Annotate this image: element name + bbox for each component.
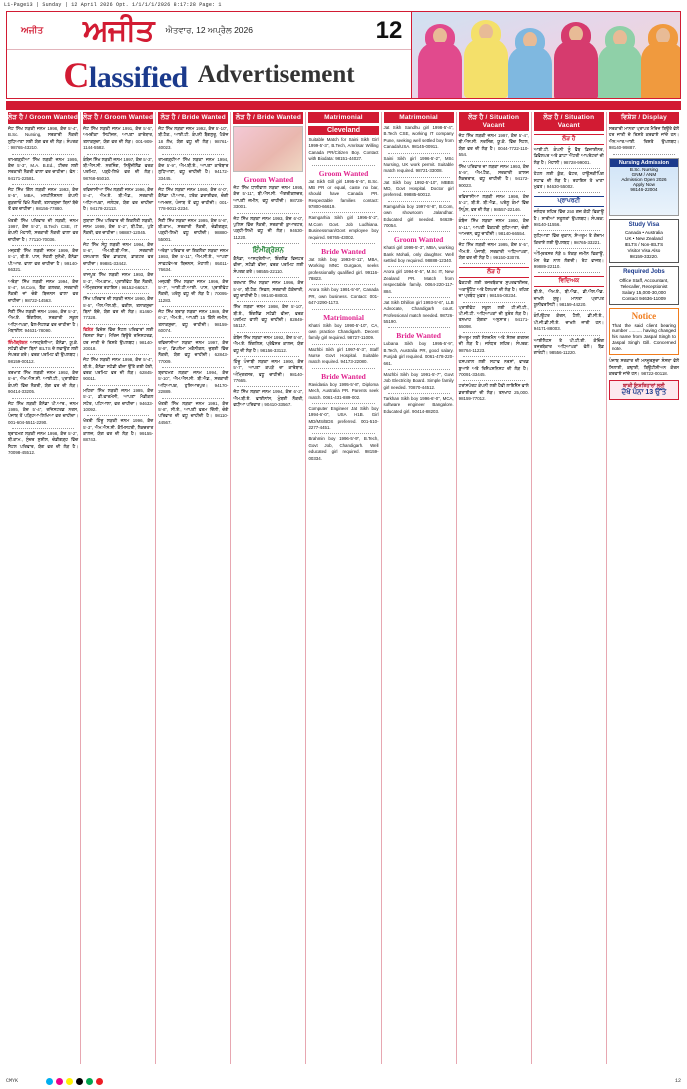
classified-ad: ਜੱਟ ਸਿੱਖ ਲੜਕੀ ਜਨਮ 1995, ਕੱਦ 5'-5", ਐਮ.ਏ. ਪੰਜਾਬੀ, ਸਰਕਾਰੀ ਅਧਿਆਪਕਾ, ਯੋਗ ਵਰ ਦੀ ਲੋੜ ਹੈ। 99150-33078. (458, 242, 529, 260)
classified-ad: ਜੱਟ ਸਿੱਖ ਲੜਕਾ ਜਨਮ 1990, ਕੱਦ 6'-0", ਕੈਨੇਡਾ ਪੀ.ਆਰ., ਟਰੱਕ ਡਰਾਈਵਰ, ਚੰਗੀ ਆਮਦਨ, ਪੰਜਾਬ ਤੋਂ ਵਧੂ ਚਾਹੀਦੀ। 001-778-9011-2234. (158, 187, 229, 212)
masthead-title-row (7, 12, 411, 50)
classified-ad: ਜੱਟ ਸਿੱਖ ਲੜਕੀ ਜਨਮ 1997, ਕੱਦ 5'-4", ਬੀ.ਐਸ.ਸੀ. ਨਰਸਿੰਗ, ਯੂ.ਕੇ. ਵਿੱਚ ਸੈਟਲ, ਯੋਗ ਵਰ ਦੀ ਲੋੜ ਹੈ। 0044-7722-110-554. (458, 133, 529, 158)
ad-separator (463, 191, 525, 192)
ad-separator (12, 245, 74, 246)
classified-ad: ਪ੍ਰਾਈਵੇਟ ਸਕੂਲ ਲਈ ਟੀ.ਜੀ.ਟੀ., ਪੀ.ਜੀ.ਟੀ. ਅਧਿਆਪਕਾਂ ਦੀ ਤੁਰੰਤ ਲੋੜ ਹੈ। ਤਨਖਾਹ ਯੋਗਤਾ ਅਨੁਸਾਰ। 94171-55098. (458, 304, 529, 329)
classified-ad: ਜੱਟ ਸਿੱਖ ਲੜਕੀ ਜਨਮ 1991, ਕੱਦ 5'-5", ਅਮਰੀਕਾ ਸਿਟੀਜ਼ਨ, ਆਪਣਾ ਕਾਰੋਬਾਰ, ਤਲਾਕਸ਼ੁਦਾ, ਯੋਗ ਵਰ ਦੀ ਲੋੜ। 001-909-1144-5582. (83, 126, 154, 151)
classified-ad: Ramgarhia boy 1997-5'-8", B.Com, own showroom Jalandhar. Educated girl needed. 94639-70054. (383, 203, 454, 228)
display-ad-line: Canada • Australia (624, 230, 663, 236)
ad-separator (162, 215, 224, 216)
ad-subheading: ਲੋੜ ਹੈ (534, 134, 604, 145)
ad-separator (12, 367, 74, 368)
column-header: ਲੋੜ ਹੈ / Situation Vacant (534, 112, 604, 131)
ad-separator (388, 266, 450, 267)
ad-separator (237, 332, 299, 333)
ad-separator (12, 154, 74, 155)
ad-separator (312, 309, 374, 310)
continuation-page: ਦੇਖੋ ਪੰਨਾ 13 ਉੱਤੇ (621, 389, 667, 397)
ad-box-heading: Cleveland (308, 126, 378, 135)
classified-ad (8, 340, 78, 366)
classified-column-6 (382, 112, 457, 1064)
ad-separator (463, 239, 525, 240)
masthead-photo (412, 12, 680, 98)
ad-separator (463, 332, 525, 333)
ad-separator (538, 168, 600, 169)
color-swatch (86, 1078, 93, 1085)
ad-separator (613, 154, 675, 155)
ad-separator (87, 324, 149, 325)
classified-ad: ਖੱਤਰੀ ਹਿੰਦੂ ਲੜਕੀ ਜਨਮ 1996, ਕੱਦ 5'-3", ਐਮ.ਐਸ.ਸੀ. ਕੈਮਿਸਟਰੀ, ਲੈਕਚਰਾਰ ਕਾਲਜ, ਯੋਗ ਵਰ ਦੀ ਲੋੜ ਹੈ। 99155-88743. (83, 418, 154, 443)
ad-separator (312, 212, 374, 213)
classified-ad: ਕੰਬੋਜ ਸਿੱਖ ਲੜਕੀ ਜਨਮ 1997, ਕੱਦ 5'-3", ਬੀ.ਐਸ.ਸੀ. ਨਰਸਿੰਗ, ਨਿਊਜ਼ੀਲੈਂਡ ਵਰਕ ਪਰਮਿਟ, ਪੜ੍ਹੇ-ਲਿਖੇ ਵਰ ਦੀ ਲੋੜ। 98768-55010. (83, 156, 154, 181)
display-ad-jobs[interactable] (609, 266, 679, 305)
display-ad-line: Office Staff, Accountant, (619, 277, 669, 283)
ad-separator (237, 356, 299, 357)
ad-separator (388, 369, 450, 370)
classified-ad: ਸਿੱਖ ਲੜਕਾ ਜਨਮ 1998, ਕੱਦ 5'-10", ਬੀ.ਏ., ਇੰਗਲੈਂਡ ਸਟੱਡੀ ਵੀਜ਼ਾ, ਵਰਕ ਪਰਮਿਟ ਵਾਲੀ ਵਧੂ ਚਾਹੀਦੀ। 82849-55117. (233, 304, 304, 329)
classified-column-1 (6, 112, 81, 1064)
ad-category-heading: Bride Wanted (396, 331, 441, 341)
classified-column-9 (607, 112, 681, 1064)
classified-ad: ਸਿੱਖ ਪਰਿਵਾਰ ਦੀ ਲੜਕੀ ਜਨਮ 1990, ਕੱਦ 5'-5", ਐਲ.ਐਲ.ਬੀ., ਵਕੀਲ, ਤਲਾਕਸ਼ੁਦਾ ਬਿਨਾਂ ਬੱਚੇ, ਯੋਗ ਵਰ ਦੀ ਲੋੜ। 81460-77328. (83, 296, 154, 321)
classified-ad: Brahmin boy 1996-5'-9", B.Tech, Govt Job, Chandigarh. Well educated girl required. 98159-00334. (308, 436, 379, 461)
classified-ad: ਰਵਿਦਾਸੀਆ ਲੜਕਾ ਜਨਮ 1997, ਕੱਦ 5'-9", ਡਿਪਲੋਮਾ ਮਕੈਨੀਕਲ, ਦੁਬਈ ਵਿੱਚ ਨੌਕਰੀ, ਯੋਗ ਵਧੂ ਚਾਹੀਦੀ। 62843-77009. (158, 339, 229, 364)
ad-separator (312, 403, 374, 404)
ad-separator (162, 306, 224, 307)
classified-ad: ਤਰਖਾਣ ਸਿੱਖ ਲੜਕੀ ਜਨਮ 1992, ਕੱਦ 5'-6", ਐਮ.ਐਸ.ਸੀ. ਆਈ.ਟੀ., ਪ੍ਰਾਈਵੇਟ ਕੰਪਨੀ ਵਿੱਚ ਨੌਕਰੀ, ਯੋਗ ਵਰ ਦੀ ਲੋੜ। 90414-33205. (8, 370, 79, 395)
classified-ad: Suitable Match for Saini Sikh Girl 1999-5'-3", B.Tech, Amritsar Willing Canada PR/Citizen Boy. Contact with Biodata: 98151-44027. (308, 137, 379, 162)
ad-separator (388, 327, 450, 328)
classified-ad: ਰਵਿਦਾਸੀਆ ਸਿੱਖ ਲੜਕੀ ਜਨਮ 1996, ਕੱਦ 5'-4", ਐਮ.ਏ. ਬੀ.ਐਡ., ਸਰਕਾਰੀ ਅਧਿਆਪਕਾ, ਜਲੰਧਰ, ਯੋਗ ਵਰ ਚਾਹੀਦਾ ਹੈ। 94178-22113. (83, 187, 154, 212)
figure-2 (464, 24, 508, 98)
ad-category-heading: Groom Wanted (318, 168, 369, 178)
display-ad-line: 98146-22004 (630, 186, 658, 192)
ad-separator (312, 284, 374, 285)
classified-ad: Ramgarhia Sikh girl 1996-5'-2", M.Com Govt. Job Ludhiana. Businessman/Govt employee boy required. 98765-43002. (308, 215, 379, 240)
column-header: Matrimonial (308, 112, 378, 123)
classified-ad: ਜਲੰਧਰ ਸ਼ਹਿਰ ਵਿੱਚ 250 ਗਜ਼ ਕੋਠੀ ਵਿਕਾਊ ਹੈ। ਸਾਰੀਆਂ ਸਹੂਲਤਾਂ ਉਪਲਬਧ। ਸੰਪਰਕ: 98140-11556. (533, 209, 604, 227)
classified-ad: ਹਿੰਦੂ ਪੰਜਾਬੀ ਲੜਕਾ ਜਨਮ 1990, ਕੱਦ 5'-7", ਆਪਣਾ ਕਪੜੇ ਦਾ ਕਾਰੋਬਾਰ, ਅੰਮ੍ਰਿਤਸਰ, ਵਧੂ ਚਾਹੀਦੀ। 98140-77665. (233, 358, 304, 383)
classified-ad: ਜੱਟ ਸਿੱਖ ਲੜਕਾ ਜਨਮ 1992, ਕੱਦ 5'-10", ਬੀ.ਟੈਕ., ਆਈ.ਟੀ. ਕੰਪਨੀ ਬੈਂਗਲੁਰੂ, ਪੈਕੇਜ 18 ਲੱਖ, ਯੋਗ ਵਧੂ ਦੀ ਲੋੜ। 98761-40023. (158, 126, 229, 151)
ad-separator (463, 356, 525, 357)
footer-bar (0, 1073, 687, 1089)
ad-separator (538, 310, 600, 311)
classified-ad: ਜੱਟ ਸਿੱਖ ਲੜਕਾ ਜਨਮ 1993, ਕੱਦ 6'-0", ਪੁਲਿਸ ਵਿੱਚ ਨੌਕਰੀ, ਸਰਕਾਰੀ ਕੁਆਰਟਰ, ਪੜ੍ਹੀ-ਲਿਖੀ ਵਧੂ ਦੀ ਲੋੜ। 94630-11220. (233, 215, 304, 240)
ad-separator (312, 433, 374, 434)
print-header: L1-Page13 | Sunday | 12 April 2026 Opt. 1/1/1/1/2026 8:17:28 Page: 1 (4, 2, 222, 8)
ad-separator (312, 243, 374, 244)
classified-ad: ਮਹਿਰਾ ਸਿੱਖ ਲੜਕੀ ਜਨਮ 1995, ਕੱਦ 5'-1", ਡੀ.ਫਾਰਮੇਸੀ, ਆਪਣਾ ਮੈਡੀਕਲ ਸਟੋਰ, ਪਟਿਆਲਾ, ਵਰ ਚਾਹੀਦਾ। 94633-10092. (83, 387, 154, 412)
figure-1 (418, 28, 462, 98)
classified-ad: ਕੈਨੇਡਾ, ਆਸਟ੍ਰੇਲੀਆ, ਇੰਗਲੈਂਡ ਵਿਜ਼ਟਰ ਵੀਜ਼ਾ, ਸਟੱਡੀ ਵੀਜ਼ਾ, ਵਰਕ ਪਰਮਿਟ ਲਈ ਸੰਪਰਕ ਕਰੋ। 98555-22110. (233, 256, 304, 274)
photo-group-women (412, 22, 680, 98)
ad-separator (538, 192, 600, 193)
classified-ad: ਸ਼ੋਅਰੂਮ ਲਈ ਸੇਲਜ਼ਮੈਨ ਅਤੇ ਸੇਲਜ਼ ਗਰਲਜ਼ ਦੀ ਲੋੜ ਹੈ। ਜਲੰਧਰ ਸ਼ਹਿਰ। ਸੰਪਰਕ: 98764-11223. (458, 335, 529, 353)
display-ad-title: Required Jobs (623, 269, 665, 276)
classified-ad: ਸੈਣੀ ਸਿੱਖ ਲੜਕੀ ਜਨਮ 1996, ਕੱਦ 5'-3", ਐਮ.ਏ. ਇੰਗਲਿਸ਼, ਸਰਕਾਰੀ ਸਕੂਲ ਅਧਿਆਪਕਾ, ਵੈਲ-ਸੈਟਲਡ ਵਰ ਚਾਹੀਦਾ ਹੈ। ਮੋਬਾਈਲ: 94631-78090. (8, 309, 79, 334)
display-ad-line: Admission Open 2026 (621, 176, 667, 182)
display-ad-line: GNM / ANM (631, 171, 657, 177)
ad-separator (87, 215, 149, 216)
column-header: ਲੋੜ ਹੈ / Groom Wanted (8, 112, 78, 124)
ad-separator (162, 337, 224, 338)
display-ad-line: B.Sc. Nursing (629, 166, 658, 172)
display-ad-title: Study Visa (628, 221, 660, 228)
column-header: ਲੋੜ ਹੈ / Bride Wanted (233, 112, 303, 124)
ad-separator (463, 263, 525, 264)
masthead-left (7, 12, 412, 98)
ad-tag: ਵਿਸ਼ੇਸ਼ (83, 326, 94, 332)
color-swatch (96, 1078, 103, 1085)
classified-ad: ਹੋਟਲ ਲਈ ਕੁੱਕ, ਵੇਟਰ, ਹਾਊਸਕੀਪਿੰਗ ਸਟਾਫ ਦੀ ਲੋੜ ਹੈ। ਰਹਾਇਸ਼ ਤੇ ਖਾਣਾ ਮੁਫ਼ਤ। 94630-55002. (533, 171, 604, 189)
classified-ad: ਤਰਖਾਣ ਸਿੱਖ ਲੜਕਾ ਜਨਮ 1996, ਕੱਦ 5'-9", ਬੀ.ਟੈਕ. ਸਿਵਲ, ਸਰਕਾਰੀ ਠੇਕੇਦਾਰੀ, ਵਧੂ ਚਾਹੀਦੀ ਹੈ। 99140-88003. (233, 280, 304, 298)
classified-ad (83, 327, 153, 353)
classified-ad: ਖੱਤਰੀ ਸਿੱਖ ਪਰਿਵਾਰ ਦੀ ਲੜਕੀ, ਜਨਮ 1997, ਕੱਦ 5'-2", B.Tech CSE, IT ਕੰਪਨੀ ਮੋਹਾਲੀ, ਸਰਕਾਰੀ ਨੌਕਰੀ ਵਾਲਾ ਵਰ ਚਾਹੀਦਾ ਹੈ। 77110-70036. (8, 217, 79, 242)
ad-separator (463, 380, 525, 381)
column-header: ਲੋੜ ਹੈ / Groom Wanted (83, 112, 153, 124)
ad-separator (463, 302, 525, 303)
classified-ad: Computer Engineer Jat Sikh boy 1994-6'-0", USA H1B. Girl MD/MS/BDS preferred. 001-510-2277-4451. (308, 405, 379, 430)
classified-column-3 (156, 112, 231, 1064)
classified-ad: Arora girl 1994-5'-5", M.Sc IT, New Zealand PR. Match from respectable family. 0064-220-117-884. (383, 269, 454, 294)
classified-ad: ਜੱਟ ਸਿੱਖ ਲੜਕੀ ਜਨਮ 1998, ਕੱਦ 5'-4", B.Sc. Nursing, ਸਰਕਾਰੀ ਨੌਕਰੀ ਲੁਧਿਆਣਾ ਲਈ ਯੋਗ ਵਰ ਦੀ ਲੋੜ। ਸੰਪਰਕ : 98765-43210. (8, 126, 79, 151)
classified-ad: ਪੰਜਾਬ ਸਰਕਾਰ ਦੀ ਮਨਜ਼ੂਰਸ਼ੁਦਾ ਸੰਸਥਾ ਵੱਲੋਂ ਸਿਲਾਈ, ਕਢਾਈ, ਬਿਊਟੀਸ਼ੀਅਨ ਕੋਰਸ ਕਰਵਾਏ ਜਾਂਦੇ ਹਨ। 98722-00118. (608, 358, 679, 377)
ad-separator (162, 245, 224, 246)
classified-ad: Khatri girl 1999-5'-3", MBA, working Bank Mohali, only daughter. Well settled boy required. 98888-12340. (383, 245, 454, 263)
display-ad-study-visa[interactable] (609, 219, 679, 264)
ad-category-heading: Bride Wanted (321, 371, 366, 381)
classified-ad: Lubana Sikh boy 1995-5'-9", B.Tech, Australia PR, good salary. Punjab girl required. 0061-478-220-661. (383, 341, 454, 366)
classified-ad: ਟਰਾਂਸਪੋਰਟ ਕੰਪਨੀ ਲਈ ਹੈਵੀ ਲਾਇਸੈਂਸ ਵਾਲੇ ਡਰਾਈਵਰਾਂ ਦੀ ਲੋੜ। ਤਨਖਾਹ 25,000. 98159-77012. (458, 383, 529, 401)
classified-ad: ਲੁਧਿਆਣਾ ਵਿੱਚ ਦੁਕਾਨ, ਸ਼ੋਅਰੂਮ ਤੇ ਗੋਦਾਮ ਕਿਰਾਏ ਲਈ ਉਪਲਬਧ। 98765-33221. (533, 233, 604, 245)
display-ad-line: UK • New Zealand (625, 236, 663, 242)
ad-subheading: ਪ੍ਰਾਪਰਟੀ (534, 196, 604, 207)
ad-separator (237, 386, 299, 387)
classified-ad: ਆਈ.ਟੀ. ਕੰਪਨੀ ਨੂੰ ਵੈੱਬ ਡਿਜ਼ਾਈਨਰ, ਡਿਵੈਲਪਰ ਅਤੇ ਡਾਟਾ ਐਂਟਰੀ ਆਪਰੇਟਰਾਂ ਦੀ ਲੋੜ ਹੈ। ਮੋਹਾਲੀ। 98728-99001. (533, 147, 604, 165)
display-ad-nursing[interactable] (609, 158, 679, 216)
section-title-rest: lassified (88, 60, 188, 94)
display-ad-line: 98159-33220. (629, 254, 659, 260)
display-ad-line: Apply Now (632, 181, 655, 187)
ad-category-heading: Groom Wanted (243, 175, 294, 184)
section-title-classified (63, 54, 187, 96)
classified-column-7 (457, 112, 532, 1064)
classified-column-2 (81, 112, 156, 1064)
classified-ad: ਰਾਜਪੂਤ ਸਿੱਖ ਲੜਕੀ ਜਨਮ 1993, ਕੱਦ 5'-3", ਐਮ.ਕਾਮ., ਪ੍ਰਾਈਵੇਟ ਬੈਂਕ ਨੌਕਰੀ, ਅੰਮ੍ਰਿਤਸਰ ਰਹਾਇਸ਼। 98152-66017. (83, 272, 154, 290)
ad-separator (463, 161, 525, 162)
classified-ad: ਕੰਬੋਜ ਸਿੱਖ ਲੜਕਾ ਜਨਮ 1990, ਕੱਦ 5'-11", ਆਪਣੀ ਫੈਕਟਰੀ ਲੁਧਿਆਣਾ, ਚੰਗੀ ਆਮਦਨ, ਵਧੂ ਚਾਹੀਦੀ। 98140-66554. (458, 218, 529, 236)
ad-category-heading: Groom Wanted (393, 235, 444, 245)
ad-separator (87, 154, 149, 155)
classified-ad: ਹਸਪਤਾਲ ਲਈ ਸਟਾਫ ਨਰਸਾਂ, ਵਾਰਡ ਬੁਆਏ ਅਤੇ ਰਿਸੈਪਸ਼ਨਿਸਟ ਦੀ ਲੋੜ ਹੈ। 70091-33445. (458, 359, 529, 377)
classified-ad: ਅੰਮ੍ਰਿਤਸਰ ਨੇੜੇ 5 ਏਕੜ ਜ਼ਮੀਨ ਵਿਕਾਊ, ਮੇਨ ਰੋਡ ਨਾਲ ਲੱਗਦੀ। ਰੇਟ ਵਾਜਬ। 99889-22110. (533, 251, 604, 269)
ad-separator (12, 428, 74, 429)
notice-heading: Notice (631, 310, 657, 321)
ad-category-heading: ਇੰਮੀਗ੍ਰੇਸ਼ਨ (252, 247, 284, 254)
color-swatches (46, 1078, 103, 1085)
figure-4 (554, 26, 598, 98)
ad-separator (388, 231, 450, 232)
ad-separator (12, 337, 74, 338)
figure-3 (508, 32, 552, 98)
ad-separator (162, 367, 224, 368)
ad-separator (237, 301, 299, 302)
classified-ad: ਜੱਟ ਸਿੱਖ ਧਾਲੀਵਾਲ ਲੜਕਾ ਜਨਮ 1995, ਕੱਦ 5'-11", ਬੀ.ਐਸ.ਸੀ. ਐਗਰੀਕਲਚਰ, ਆਪਣੀ ਜ਼ਮੀਨ, ਵਧੂ ਚਾਹੀਦੀ। 98728-33001. (233, 185, 304, 210)
classified-ad: ਸਿੱਖ ਪਰਿਵਾਰ ਦਾ ਲੜਕਾ ਜਨਮ 1993, ਕੱਦ 5'-9", ਐਮ.ਟੈਕ., ਸਰਕਾਰੀ ਕਾਲਜ ਲੈਕਚਰਾਰ, ਵਧੂ ਚਾਹੀਦੀ ਹੈ। 94172-90023. (458, 163, 529, 188)
classified-ad: ਆਈਲੈਟਸ ਤੇ ਪੀ.ਟੀ.ਈ. ਕੋਚਿੰਗ ਤਜਰਬੇਕਾਰ ਅਧਿਆਪਕਾਂ ਵੱਲੋਂ। ਬੈਂਡ ਗਾਰੰਟੀ। 98556-11220. (533, 337, 604, 356)
classified-ad: ਅਰੋੜਾ ਸਿੱਖ ਲੜਕੀ ਜਨਮ 1994, ਕੱਦ 5'-4", M.Com, ਬੈਂਕ ਕਲਰਕ, ਸਰਕਾਰੀ ਨੌਕਰੀ ਜਾਂ ਚੰਗੇ ਬਿਜ਼ਨਸ ਵਾਲਾ ਵਰ ਚਾਹੀਦਾ। 98722-14563. (8, 278, 79, 303)
footer-page-number: 12 (674, 1078, 681, 1084)
classified-ad: ਕੰਬੋਜ ਸਿੱਖ ਲੜਕਾ ਜਨਮ 1992, ਕੱਦ 5'-8", ਐਮ.ਏ. ਇੰਗਲਿਸ਼, ਪ੍ਰੋਫੈਸਰ ਕਾਲਜ, ਯੋਗ ਵਧੂ ਦੀ ਲੋੜ ਹੈ। 98156-33112. (233, 334, 304, 353)
classified-ad: ਰਾਮਗੜ੍ਹੀਆ ਸਿੱਖ ਲੜਕਾ ਜਨਮ 1994, ਕੱਦ 5'-9", ਐਮ.ਬੀ.ਏ., ਆਪਣਾ ਕਾਰੋਬਾਰ ਲੁਧਿਆਣਾ, ਵਧੂ ਚਾਹੀਦੀ ਹੈ। 94172-33445. (158, 156, 229, 181)
classified-ad: Tarkhan Sikh boy 1996-6'-0", MCA, software engineer Bangalore. Educated girl. 90414-88203. (383, 396, 454, 414)
footer-colorspace: CMYK (6, 1078, 19, 1084)
classified-ad: Jat Sikh Sandhu girl 1998-5'-4", B.Tech CSE, working IT company Pune, seeking well settled boy from Canada/USA. 98145-00911. (383, 125, 454, 150)
ad-separator (388, 153, 450, 154)
figure-6 (642, 28, 680, 98)
classified-ad: ਬ੍ਰਾਹਮਣ ਲੜਕੀ ਜਨਮ 1998, ਕੱਦ 5'-2", ਬੀ.ਕਾਮ., ਸੁੰਦਰ ਸੁਸ਼ੀਲ, ਚੰਡੀਗੜ੍ਹ ਵਿੱਚ ਸੈਟਲ ਪਰਿਵਾਰ, ਯੋਗ ਵਰ ਦੀ ਲੋੜ ਹੈ। 70098-45512. (8, 431, 79, 456)
classified-ad: ਅਰੋੜਾ ਪਰਿਵਾਰ ਦਾ ਇਕਲੌਤਾ ਲੜਕਾ ਜਨਮ 1993, ਕੱਦ 5'-11", ਐਮ.ਸੀ.ਏ., ਆਪਣਾ ਸਾਫਟਵੇਅਰ ਬਿਜ਼ਨਸ, ਮੋਹਾਲੀ। 95011-76634. (158, 248, 229, 273)
classified-ad: ਜੱਟ ਸਿੱਖ ਲੜਕਾ ਜਨਮ 1994, ਕੱਦ 6'-2", ਐਮ.ਬੀ.ਏ. ਫਾਈਨਾਂਸ, ਮੁੰਬਈ ਨੌਕਰੀ, ਵਧੀਆ ਪਰਿਵਾਰ। 90410-33567. (233, 389, 304, 408)
ad-separator (538, 272, 600, 273)
ad-separator (388, 393, 450, 394)
ad-category-heading: Matrimonial (323, 312, 364, 322)
classified-ad: ਸੈਣੀ ਸਿੱਖ ਲੜਕਾ ਜਨਮ 1995, ਕੱਦ 5'-8", ਬੀ.ਕਾਮ., ਸਰਕਾਰੀ ਨੌਕਰੀ, ਚੰਡੀਗੜ੍ਹ, ਪੜ੍ਹੀ-ਲਿਖੀ ਵਧੂ ਚਾਹੀਦੀ। 98880-55001. (158, 217, 229, 242)
color-swatch (76, 1078, 83, 1085)
classified-ad: ਮਜ਼੍ਹਬੀ ਸਿੱਖ ਲੜਕੀ ਜਨਮ 1999, ਕੱਦ 5'-1", ਬੀ.ਏ. ਪਾਸ, ਸੋਹਣੀ ਸੁਨੱਖੀ, ਕੈਨੇਡਾ ਪੀ.ਆਰ. ਵਾਲਾ ਵਰ ਚਾਹੀਦਾ ਹੈ। 99140-66321. (8, 248, 79, 273)
ad-separator (388, 297, 450, 298)
classified-column-8 (532, 112, 607, 1064)
ad-separator (237, 243, 299, 244)
classified-ad: ਜੱਟ ਸਿੱਖ ਸੰਧੂ ਲੜਕੀ ਜਨਮ 1994, ਕੱਦ 5'-6", ਐਮ.ਬੀ.ਬੀ.ਐਸ., ਸਰਕਾਰੀ ਹਸਪਤਾਲ ਵਿੱਚ ਡਾਕਟਰ, ਡਾਕਟਰ ਵਰ ਚਾਹੀਦਾ। 99881-33442. (83, 241, 154, 266)
masthead (6, 11, 681, 99)
classified-ad: ਰਵਿਦਾਸੀਆ ਲੜਕੀ ਜਨਮ 1998, ਕੱਦ 5'-2", ਬੀ.ਏ. ਬੀ.ਐਡ., ਘਰੇਲੂ ਕੰਮਾਂ ਵਿੱਚ ਨਿਪੁੰਨ, ਵਰ ਦੀ ਲੋੜ। 98557-22146. (458, 194, 529, 212)
ad-tag: ਇੰਮੀਗ੍ਰੇਸ਼ਨ (8, 339, 28, 345)
ad-separator (538, 230, 600, 231)
continuation-label: ਬਾਕੀ ਇਸ਼ਤਿਹਾਰਾਂ ਲਈ (623, 383, 665, 390)
brand-logo: ਅਜੀਤ (83, 13, 154, 47)
ad-separator (87, 184, 149, 185)
classified-ad: ਲੁਬਾਣਾ ਸਿੱਖ ਪਰਿਵਾਰ ਦੀ ਇਕਲੌਤੀ ਲੜਕੀ, ਜਨਮ 1999, ਕੱਦ 5'-2", ਬੀ.ਟੈਕ., ਪੁਣੇ ਨੌਕਰੀ, ਵਰ ਚਾਹੀਦਾ। 98887-12045. (83, 217, 154, 236)
notice-text: That the said client bearing number .......... having changed his name from Jaspal Singh to Jaspal Singh Gill. Concerned note. (611, 322, 676, 352)
ad-separator (237, 277, 299, 278)
ad-separator (12, 276, 74, 277)
classified-ad: Arora Sikh boy 1991-5'-9", Canada PR, own business. Contact: 001-647-2290-1173. (308, 287, 379, 306)
figure-5 (598, 30, 642, 98)
classified-ad: ਕੰਪਿਊਟਰ ਕੋਰਸ, ਟੈਲੀ, ਡੀ.ਸੀ.ਏ., ਪੀ.ਜੀ.ਡੀ.ਸੀ.ਏ. ਦਾਖਲੇ ਜਾਰੀ ਹਨ। 94171-88003. (533, 313, 604, 332)
display-ad-title: Nursing Admission (610, 159, 678, 167)
classified-ad: Mazhbi Sikh girl 1997-5'-3", Staff Nurse Govt Hospital. Suitable match required. 94173-22080. (308, 346, 379, 365)
section-title-row (7, 50, 411, 99)
ad-separator (388, 177, 450, 178)
ad-subheading: ਲੋੜ ਹੈ (459, 267, 529, 278)
classified-ad: ਫੈਕਟਰੀ ਲਈ ਤਜਰਬੇਕਾਰ ਸੁਪਰਵਾਈਜ਼ਰ, ਅਕਾਊਂਟੈਂਟ ਅਤੇ ਹੈਲਪਰਾਂ ਦੀ ਲੋੜ ਹੈ। ਰਹਿਣ ਦਾ ਪ੍ਰਬੰਧ ਮੁਫ਼ਤ। 98155-00234. (458, 280, 529, 299)
continuation-notice (609, 380, 679, 400)
ad-separator (162, 154, 224, 155)
display-ad-line: IELTS / Non-IELTS (624, 242, 664, 248)
issue-date: ਐਤਵਾਰ, 12 ਅਪ੍ਰੈਲ 2026 (165, 25, 253, 35)
ad-separator (162, 276, 224, 277)
classified-ad: ਜੱਟ ਸਿੱਖ ਗਿੱਲ ਲੜਕੀ ਜਨਮ 1993, ਕੱਦ 5'-5", MBA, ਮਲਟੀਨੈਸ਼ਨਲ ਕੰਪਨੀ ਗੁੜਗਾਓਂ ਵਿਖੇ ਨੌਕਰੀ, ਤਲਾਕਸ਼ੁਦਾ ਬਿਨਾਂ ਬੱਚੇ ਤੋਂ ਵਰ ਚਾਹੀਦਾ। 98156-77880. (8, 187, 79, 212)
ad-separator (12, 306, 74, 307)
page-number: 12 (375, 16, 403, 44)
column-header: ਲੋੜ ਹੈ / Situation Vacant (459, 112, 529, 131)
ad-separator (538, 248, 600, 249)
classified-ad: ਜੱਟ ਸਿੱਖ ਬਰਾੜ ਲੜਕਾ ਜਨਮ 1989, ਕੱਦ 6'-1", ਐਮ.ਏ., ਆਪਣੀ 15 ਕਿੱਲੇ ਜ਼ਮੀਨ, ਤਲਾਕਸ਼ੁਦਾ, ਵਧੂ ਚਾਹੀਦੀ। 98159-60074. (158, 309, 229, 334)
classified-ad: ਰਾਮਗੜ੍ਹੀਆ ਸਿੱਖ ਲੜਕੀ ਜਨਮ 1995, ਕੱਦ 5'-3", M.A. B.Ed., ਟੀਚਰ ਲਈ ਸਰਕਾਰੀ ਨੌਕਰੀ ਵਾਲਾ ਵਰ ਚਾਹੀਦਾ। ਫੋਨ : 94171-22581. (8, 156, 79, 181)
classified-ad: Jat Sikh boy 1992-5'-10", MBBS MD, Govt Hospital. Doctor girl preferred. 99885-60012. (383, 179, 454, 198)
display-ad-line: Visitor Visa Also (627, 248, 661, 254)
brand-small: ਅਜੀਤ (21, 25, 44, 35)
display-ad-line: Salary 15,000-30,000 (621, 289, 666, 295)
classified-ad: Jat Sikh boy 1993-5'-11", MBA, Working MNC Gurgaon, seeks professionally qualified girl. 99116-78823. (308, 256, 379, 281)
classified-ad: Jat Sikh Gill girl 1995-5'-5", B.Sc. MB PR or equal, caste no bar, should have Canada PR. Respectable families contact: 97800-66619. (308, 178, 379, 209)
classified-ad: Saini Sikh girl 1996-5'-2", MSc Nursing, UK work permit. Suitable match required. 98721-33008. (383, 155, 454, 174)
ad-separator (463, 215, 525, 216)
ad-category-heading: Bride Wanted (321, 246, 366, 256)
color-swatch (66, 1078, 73, 1085)
ad-separator (237, 213, 299, 214)
ad-separator (12, 398, 74, 399)
ad-separator (162, 184, 224, 185)
classified-ad: ਮਜ਼੍ਹਬੀ ਸਿੱਖ ਲੜਕਾ ਜਨਮ 1996, ਕੱਦ 5'-7", ਆਈ.ਟੀ.ਆਈ. ਪਾਸ, ਪ੍ਰਾਈਵੇਟ ਨੌਕਰੀ, ਘਰੇਲੂ ਵਧੂ ਦੀ ਲੋੜ ਹੈ। 70095-11283. (158, 278, 229, 303)
ad-separator (312, 368, 374, 369)
ad-separator (12, 215, 74, 216)
ad-subheading: ਵਿਦਿਅਕ (534, 276, 604, 287)
classified-columns (6, 112, 681, 1064)
ad-separator (312, 165, 374, 166)
ad-separator (87, 415, 149, 416)
column-header: ਵਿਸ਼ੇਸ਼ / Display (609, 112, 679, 124)
classified-column-5 (306, 112, 381, 1064)
color-swatch (56, 1078, 63, 1085)
display-ad-notice[interactable] (609, 308, 679, 356)
ad-separator (388, 201, 450, 202)
classified-ad: Mazhbi Sikh boy 1991-5'-7", Govt Job Electricity Board. Simple family girl needed. 70870-44512. (383, 371, 454, 390)
ad-text: ਆਸਟ੍ਰੇਲੀਆ, ਕੈਨੇਡਾ, ਯੂ.ਕੇ. ਸਟੱਡੀ ਵੀਜ਼ਾ ਬਿਨਾਂ IELTS ਦੇ ਲਵਾਉਣ ਲਈ ਸੰਪਰਕ ਕਰੋ। ਵਰਕ ਪਰਮਿਟ ਵੀ ਉਪਲਬਧ। 98159-00112. (8, 339, 79, 364)
display-ad-line: Contact 94636-11009 (622, 295, 666, 301)
classified-ad: ਖੱਤਰੀ ਸਿੱਖ ਲੜਕਾ ਜਨਮ 1991, ਕੱਦ 5'-8", ਸੀ.ਏ., ਆਪਣੀ ਫਰਮ ਦਿੱਲੀ, ਚੰਗੇ ਪਰਿਵਾਰ ਦੀ ਵਧੂ ਚਾਹੀਦੀ ਹੈ। 98110-44567. (158, 400, 229, 425)
classified-column-4 (231, 112, 306, 1064)
ad-separator (87, 293, 149, 294)
section-title-advertisement: Advertisement (197, 60, 355, 88)
classified-ad: ਬ੍ਰਾਹਮਣ ਲੜਕਾ ਜਨਮ 1994, ਕੱਦ 5'-10", ਐਮ.ਐਸ.ਸੀ. ਬੀ.ਐਡ., ਸਰਕਾਰੀ ਅਧਿਆਪਕ, ਹੁਸ਼ਿਆਰਪੁਰ। 94170-22889. (158, 370, 229, 395)
classified-ad: Jat Sikh Dhillon girl 1993-5'-6", LLB Advocate, Chandigarh court. Professional match needed. 98726-55190. (383, 299, 454, 324)
classified-ad: ਜੱਟ ਸਿੱਖ ਲੜਕੀ ਕੈਨੇਡਾ ਪੀ.ਆਰ., ਜਨਮ 1995, ਕੱਦ 5'-4", ਰਜਿਸਟਰਡ ਨਰਸ, ਪੰਜਾਬ ਤੋਂ ਪੜ੍ਹਿਆ-ਲਿਖਿਆ ਵਰ ਚਾਹੀਦਾ। 001-604-5511-2290. (8, 400, 79, 425)
column-header: ਲੋੜ ਹੈ / Bride Wanted (158, 112, 228, 124)
ad-separator (87, 269, 149, 270)
ad-separator (87, 385, 149, 386)
column-header: Matrimonial (384, 112, 454, 123)
classified-ad: Khatri Sikh boy 1990-5'-10", CA, own practice Chandigarh. Decent family girl required. 98727-11009. (308, 322, 379, 341)
color-swatch (46, 1078, 53, 1085)
classified-ad: ਜੱਟ ਸਿੱਖ ਲੜਕੀ ਜਨਮ 1998, ਕੱਦ 5'-4", ਬੀ.ਏ., ਕੈਨੇਡਾ ਸਟੱਡੀ ਵੀਜ਼ਾ ਉੱਤੇ ਗਈ ਹੋਈ, ਵਰਕ ਪਰਮਿਟ ਵਰ ਦੀ ਲੋੜ। 62845-90011. (83, 357, 154, 382)
ad-separator (87, 239, 149, 240)
ad-separator (12, 184, 74, 185)
classified-ad: ਬੀ.ਏ., ਐਮ.ਏ., ਬੀ.ਐਡ., ਡੀ.ਐਲ.ਐਡ. ਦਾਖਲੇ ਸ਼ੁਰੂ। ਮਾਨਤਾ ਪ੍ਰਾਪਤ ਯੂਨੀਵਰਸਿਟੀ। 98159-44220. (533, 289, 604, 307)
drop-cap: C (63, 54, 89, 95)
ad-separator (312, 344, 374, 345)
classified-ad: ਸਰਕਾਰੀ ਮਾਨਤਾ ਪ੍ਰਾਪਤ ਮੈਰਿਜ ਬਿਊਰੋ ਵੱਲੋਂ ਹਰ ਜਾਤੀ ਦੇ ਰਿਸ਼ਤੇ ਕਰਵਾਏ ਜਾਂਦੇ ਹਨ। ਐਨ.ਆਰ.ਆਈ. ਰਿਸ਼ਤੇ ਉਪਲਬਧ। 98140-99887. (608, 126, 679, 151)
ad-separator (162, 398, 224, 399)
display-ad-line: Telecaller, Receptionist (620, 283, 668, 289)
ad-text: ਵਿਦੇਸ਼ ਵਿੱਚ ਸੈਟਲ ਪਰਿਵਾਰਾਂ ਲਈ ਰਿਸ਼ਤਾ ਸੇਵਾ। ਮੈਰਿਜ ਬਿਊਰੋ ਰਜਿਸਟਰਡ, ਹਰ ਜਾਤੀ ਦੇ ਰਿਸ਼ਤੇ ਉਪਲਬਧ। 98140-20018. (83, 326, 154, 351)
ad-separator (538, 335, 600, 336)
ad-separator (87, 354, 149, 355)
matrimonial-photo (233, 126, 303, 172)
divider-strip (6, 101, 681, 110)
classified-ad: Ravidasia boy 1995-5'-8", Diploma Mech, Australia PR. Parents seek match. 0061-431-889-002. (308, 381, 379, 400)
